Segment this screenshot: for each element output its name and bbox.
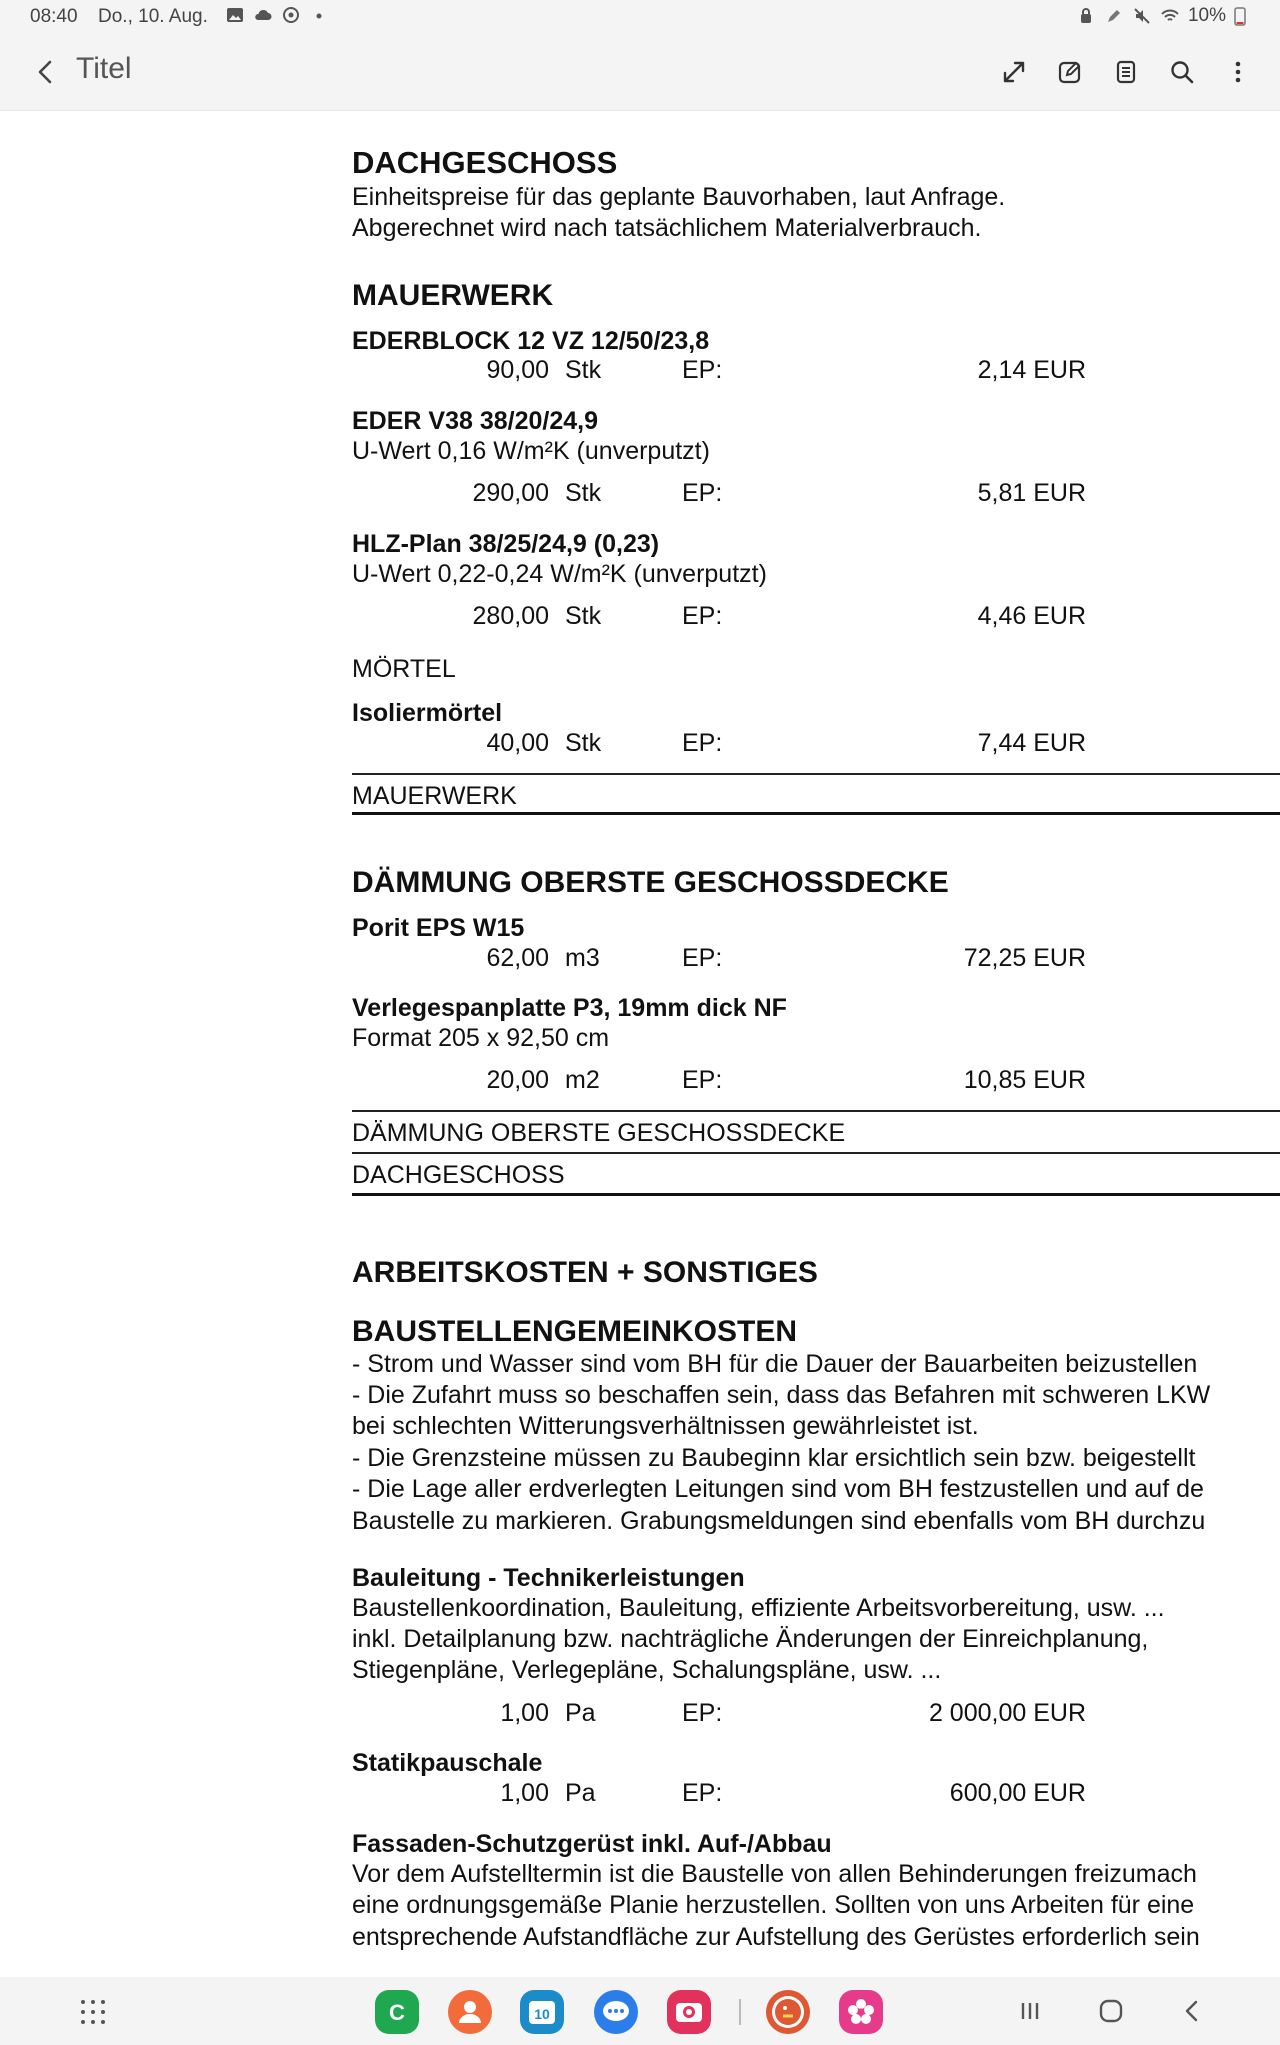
paragraph-line: - Die Grenzsteine müssen zu Baubeginn klar ersichtlich sein bzw. beigestellt — [352, 1444, 1196, 1472]
camera-app-icon[interactable] — [667, 1990, 711, 2034]
more-icon[interactable] — [1218, 52, 1258, 92]
contacts-app-icon[interactable] — [448, 1990, 492, 2034]
item-ep-label: EP: — [682, 729, 723, 757]
battery-percent: 10% — [1187, 5, 1226, 26]
item-name: Porit EPS W15 — [352, 914, 525, 942]
item-unit: m2 — [565, 1066, 600, 1094]
item-name: EDER V38 38/20/24,9 — [352, 407, 598, 435]
item-ep-label: EP: — [682, 356, 723, 384]
mute-icon — [1132, 6, 1152, 26]
item-price: 2,14 EUR — [977, 356, 1086, 384]
home-icon[interactable] — [1095, 1995, 1127, 2027]
paragraph-line: - Strom und Wasser sind vom BH für die Dauer der Bauarbeiten beizustellen — [352, 1350, 1198, 1378]
status-bar — [0, 0, 1280, 34]
wifi-icon — [1160, 6, 1180, 26]
item-quantity: 20,00 — [486, 1066, 549, 1094]
item-price: 72,25 EUR — [963, 944, 1086, 972]
gallery-icon — [225, 5, 245, 25]
intro-line: Abgerechnet wird nach tatsächlichem Materialverbrauch. — [352, 214, 982, 242]
subtotal-divider — [352, 1110, 1280, 1112]
subheading-baustellengemeinkosten: BAUSTELLENGEMEINKOSTEN — [352, 1315, 798, 1348]
note-title[interactable]: Titel — [76, 52, 132, 85]
item-quantity: 40,00 — [486, 729, 549, 757]
intro-line: Einheitspreise für das geplante Bauvorhaben, laut Anfrage. — [352, 183, 1006, 211]
lock-icon — [1076, 6, 1096, 26]
item-name: Fassaden-Schutzgerüst inkl. Auf-/Abbau — [352, 1830, 832, 1858]
paragraph-line: - Die Lage aller erdverlegten Leitungen sind vom BH festzustellen und auf de — [352, 1475, 1204, 1503]
section-heading-arbeitskosten: ARBEITSKOSTEN + SONSTIGES — [352, 1256, 818, 1289]
item-name: Bauleitung - Technikerleistungen — [352, 1564, 745, 1592]
section-heading-dachgeschoss: DACHGESCHOSS — [352, 145, 618, 180]
item-name: Statikpauschale — [352, 1749, 543, 1777]
phone-app-icon[interactable] — [375, 1990, 419, 2034]
item-quantity: 1,00 — [500, 1699, 549, 1727]
item-unit: Stk — [565, 602, 602, 630]
nav-back-icon[interactable] — [1176, 1995, 1208, 2027]
paragraph-line: Baustelle zu markieren. Grabungsmeldungen sind ebenfalls vom BH durchzu — [352, 1507, 1206, 1535]
document-view[interactable] — [0, 111, 1280, 1977]
calendar-app-icon[interactable] — [520, 1990, 564, 2034]
total-divider — [352, 1193, 1280, 1196]
cloud-icon — [253, 5, 273, 25]
item-ep-label: EP: — [682, 1066, 723, 1094]
subtotal-divider — [352, 812, 1280, 815]
subtotal-label: MAUERWERK — [352, 782, 517, 810]
svg-text:C: C — [389, 2000, 405, 2025]
section-heading-mauerwerk: MAUERWERK — [352, 279, 554, 312]
item-price: 600,00 EUR — [949, 1779, 1086, 1807]
edit-icon[interactable] — [1050, 52, 1090, 92]
item-price: 5,81 EUR — [977, 479, 1086, 507]
pen-icon — [1104, 6, 1124, 26]
reader-icon[interactable] — [1106, 52, 1146, 92]
dock-divider — [739, 1999, 741, 2025]
item-description: Stiegenpläne, Verlegepläne, Schalungspläne, usw. ... — [352, 1656, 942, 1684]
sync-icon — [281, 5, 301, 25]
item-quantity: 1,00 — [500, 1779, 549, 1807]
item-quantity: 90,00 — [486, 356, 549, 384]
search-icon[interactable] — [1162, 52, 1202, 92]
item-ep-label: EP: — [682, 479, 723, 507]
item-ep-label: EP: — [682, 602, 723, 630]
item-unit: Pa — [565, 1699, 596, 1727]
item-quantity: 290,00 — [472, 479, 549, 507]
item-unit: Stk — [565, 356, 602, 384]
subtotal-label: DÄMMUNG OBERSTE GESCHOSSDECKE — [352, 1119, 846, 1147]
total-label: DACHGESCHOSS — [352, 1161, 565, 1189]
item-name: EDERBLOCK 12 VZ 12/50/23,8 — [352, 327, 710, 355]
item-description: Format 205 x 92,50 cm — [352, 1024, 610, 1052]
item-description: entsprechende Aufstandfläche zur Aufstellung des Gerüstes erforderlich sein — [352, 1923, 1200, 1951]
item-price: 10,85 EUR — [963, 1066, 1086, 1094]
item-description: Baustellenkoordination, Bauleitung, effiziente Arbeitsvorbereitung, usw. ... — [352, 1594, 1165, 1622]
status-date: Do., 10. Aug. — [98, 6, 208, 27]
svg-text:10: 10 — [534, 2006, 550, 2022]
subtotal-divider — [352, 1152, 1280, 1154]
messages-app-icon[interactable] — [594, 1990, 638, 2034]
navigation-bar — [0, 1977, 1280, 2045]
subtotal-divider — [352, 773, 1280, 775]
item-ep-label: EP: — [682, 1779, 723, 1807]
item-ep-label: EP: — [682, 1699, 723, 1727]
app-bar — [0, 34, 1280, 111]
dot-icon — [309, 5, 329, 25]
item-unit: Stk — [565, 479, 602, 507]
item-name: Isoliermörtel — [352, 699, 503, 727]
paragraph-line: bei schlechten Witterungsverhältnissen gewährleistet ist. — [352, 1412, 979, 1440]
blossom-app-icon[interactable] — [839, 1990, 883, 2034]
item-description: eine ordnungsgemäße Planie herzustellen. Sollten von uns Arbeiten für eine — [352, 1891, 1195, 1919]
duckduckgo-app-icon[interactable] — [766, 1990, 810, 2034]
item-description: Vor dem Aufstelltermin ist die Baustelle von allen Behinderungen freizumach — [352, 1860, 1197, 1888]
item-name: Verlegespanplatte P3, 19mm dick NF — [352, 994, 787, 1022]
item-unit: Stk — [565, 729, 602, 757]
item-name: HLZ-Plan 38/25/24,9 (0,23) — [352, 530, 660, 558]
back-icon[interactable] — [26, 52, 66, 92]
item-quantity: 62,00 — [486, 944, 549, 972]
item-description: inkl. Detailplanung bzw. nachträgliche Änderungen der Einreichplanung, — [352, 1625, 1149, 1653]
battery-icon — [1234, 6, 1246, 26]
item-price: 7,44 EUR — [977, 729, 1086, 757]
item-unit: m3 — [565, 944, 600, 972]
item-description: U-Wert 0,22-0,24 W/m²K (unverputzt) — [352, 560, 767, 588]
status-time: 08:40 — [30, 6, 78, 27]
recents-icon[interactable] — [1014, 1995, 1046, 2027]
item-quantity: 280,00 — [472, 602, 549, 630]
paragraph-line: - Die Zufahrt muss so beschaffen sein, dass das Befahren mit schweren LKW — [352, 1381, 1211, 1409]
item-unit: Pa — [565, 1779, 596, 1807]
section-heading-daemmung: DÄMMUNG OBERSTE GESCHOSSDECKE — [352, 866, 949, 899]
subheading-moertel: MÖRTEL — [352, 655, 456, 683]
item-price: 2 000,00 EUR — [928, 1699, 1086, 1727]
item-ep-label: EP: — [682, 944, 723, 972]
expand-icon[interactable] — [994, 52, 1034, 92]
item-price: 4,46 EUR — [977, 602, 1086, 630]
item-description: U-Wert 0,16 W/m²K (unverputzt) — [352, 437, 710, 465]
app-drawer-icon[interactable] — [78, 1997, 108, 2027]
